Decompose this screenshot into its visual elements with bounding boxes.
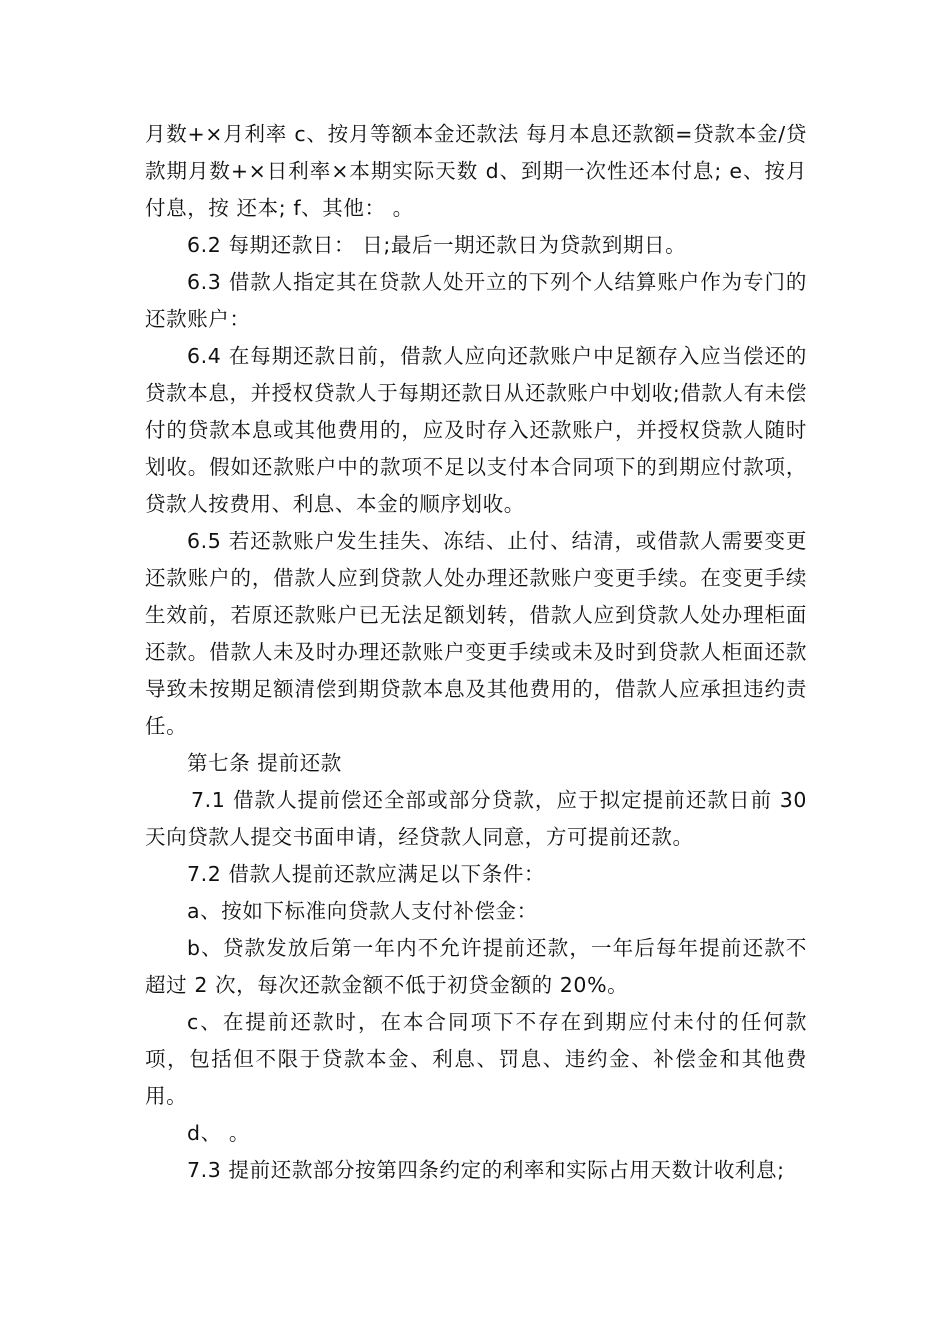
- document-body: [145, 116, 807, 1189]
- paragraph-6-2: 6.2 每期还款日： 日;最后一期还款日为贷款到期日。: [187, 233, 687, 257]
- paragraph-7-1: 7.1 借款人提前偿还全部或部分贷款，应于拟定提前还款日前 30 天向贷款人提交书面申请，经贷款人同意，方可提前还款。: [145, 788, 807, 849]
- paragraph-repayment-methods-continued: 月数+×月利率 c、按月等额本金还款法 每月本息还款额=贷款本金/贷款期月数+×日利率×本期实际天数 d、到期一次性还本付息; e、按月付息，按 还本; f、其他： 。: [145, 122, 807, 220]
- paragraph-6-5: 6.5 若还款账户发生挂失、冻结、止付、结清，或借款人需要变更还款账户的，借款人应到贷款人处办理还款账户变更手续。在变更手续生效前，若原还款账户已无法足额划转，借款人应到贷款人处办理柜面还款。借款人未及时办理还款账户变更手续或未及时到贷款人柜面还款导致未按期足额清偿到期贷款本息及其他费用的，借款人应承担违约责任。: [145, 529, 807, 738]
- paragraph-7-2-b: b、贷款发放后第一年内不允许提前还款，一年后每年提前还款不超过 2 次，每次还款金额不低于初贷金额的 20%。: [145, 936, 807, 997]
- paragraph-7-2-a: a、按如下标准向贷款人支付补偿金：: [187, 899, 538, 923]
- paragraph-7-2-d: d、 。: [187, 1121, 250, 1145]
- paragraph-7-3: 7.3 提前还款部分按第四条约定的利率和实际占用天数计收利息;: [187, 1158, 785, 1182]
- section-heading-article-7: 第七条 提前还款: [187, 751, 342, 775]
- paragraph-7-2: 7.2 借款人提前还款应满足以下条件：: [187, 862, 546, 886]
- paragraph-7-2-c: c、在提前还款时，在本合同项下不存在到期应付未付的任何款项，包括但不限于贷款本金、利息、罚息、违约金、补偿金和其他费用。: [145, 1010, 807, 1108]
- paragraph-6-3: 6.3 借款人指定其在贷款人处开立的下列个人结算账户作为专门的还款账户：: [145, 270, 807, 331]
- paragraph-6-4: 6.4 在每期还款日前，借款人应向还款账户中足额存入应当偿还的贷款本息，并授权贷款人于每期还款日从还款账户中划收;借款人有未偿付的贷款本息或其他费用的，应及时存入还款账户，并授权贷款人随时划收。假如还款账户中的款项不足以支付本合同项下的到期应付款项，贷款人按费用、利息、本金的顺序划收。: [145, 344, 807, 516]
